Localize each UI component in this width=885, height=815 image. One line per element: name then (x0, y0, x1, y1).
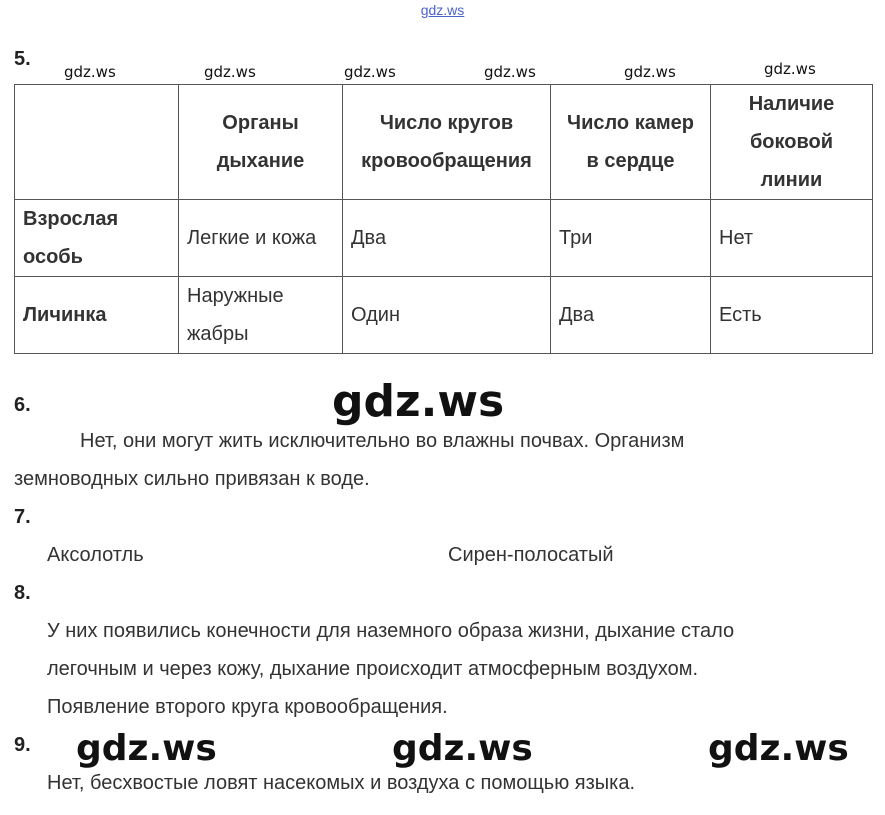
table-header-row (15, 85, 873, 200)
watermark-medium: gdz.ws (76, 728, 217, 769)
header-cell-heart-chambers: Число камер в сердце (551, 85, 711, 200)
watermark-medium: gdz.ws (392, 728, 533, 769)
row-label-adult: Взрослая особь (15, 200, 179, 277)
table-cell: Два (343, 200, 551, 277)
question-number-8: 8. (14, 582, 31, 604)
answer-8-line-2: легочным и через кожу, дыхание происходит атмосферным воздухом. (47, 658, 699, 680)
question-number-9: 9. (14, 734, 31, 756)
watermark-medium: gdz.ws (708, 728, 849, 769)
watermark-small: gdz.ws (64, 63, 116, 81)
table-cell: Нет (711, 200, 873, 277)
watermark-top[interactable]: gdz.ws (420, 2, 465, 18)
answer-8-line-3: Появление второго круга кровообращения. (47, 696, 448, 718)
header-cell-circulation-circles: Число кругов кровообращения (343, 85, 551, 200)
watermark-small: gdz.ws (764, 60, 816, 78)
table-cell: Два (551, 277, 711, 354)
answer-7-right: Сирен-полосатый (448, 544, 614, 566)
watermark-large: gdz.ws (332, 376, 505, 427)
answer-6-line-2: земноводных сильно привязан к воде. (14, 468, 370, 490)
watermark-small: gdz.ws (624, 63, 676, 81)
header-cell-empty (15, 85, 179, 200)
answer-7-left: Аксолотль (47, 544, 144, 566)
table-row (15, 200, 873, 277)
amphibian-comparison-table (14, 84, 873, 354)
table-row (15, 277, 873, 354)
question-number-6: 6. (14, 394, 31, 416)
watermark-small: gdz.ws (204, 63, 256, 81)
header-cell-respiratory-organs: Органы дыхание (179, 85, 343, 200)
watermark-small: gdz.ws (484, 63, 536, 81)
question-number-5: 5. (14, 48, 31, 70)
header-cell-lateral-line: Наличие боковой линии (711, 85, 873, 200)
answer-8-line-1: У них появились конечности для наземного образа жизни, дыхание стало (47, 620, 735, 642)
table-cell: Три (551, 200, 711, 277)
question-number-7: 7. (14, 506, 31, 528)
answer-9-line-1: Нет, бесхвостые ловят насекомых и воздуха с помощью языка. (47, 772, 636, 794)
table-cell: Есть (711, 277, 873, 354)
table-cell: Легкие и кожа (179, 200, 343, 277)
table-cell: Один (343, 277, 551, 354)
table-cell: Наружные жабры (179, 277, 343, 354)
answer-6-line-1: Нет, они могут жить исключительно во влажны почвах. Организм (80, 430, 685, 452)
row-label-larva: Личинка (15, 277, 179, 354)
watermark-small: gdz.ws (344, 63, 396, 81)
